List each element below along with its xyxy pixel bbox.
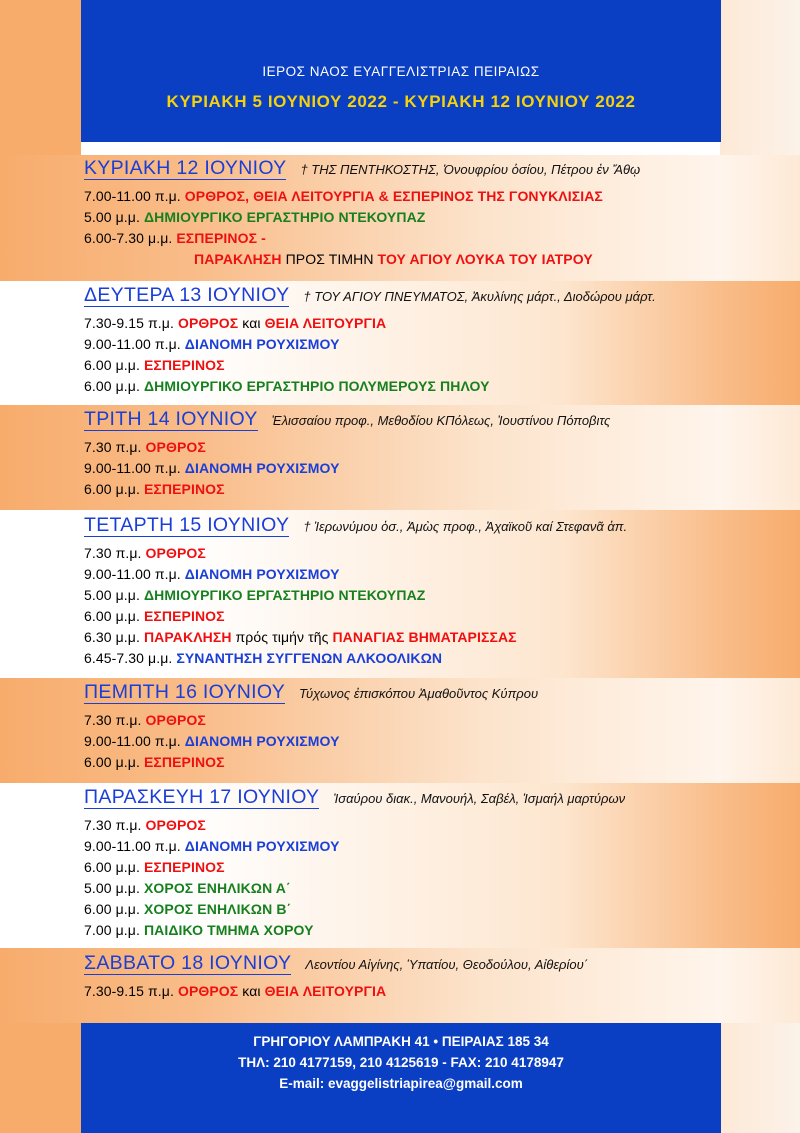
schedule-line (84, 899, 625, 920)
phone-fax-text: ΤΗΛ: 210 4177159, 210 4125619 - FAX: 210 4178947 (238, 1055, 564, 1070)
service-name: ΟΡΘΡΟΣ (145, 545, 206, 561)
schedule-text: 7.30 π.μ. (84, 817, 146, 833)
day-title: ΠΕΜΠΤΗ 16 ΙΟΥΝΙΟΥ (84, 681, 286, 703)
service-name: ΧΟΡΟΣ ΕΝΗΛΙΚΩΝ Α΄ (143, 880, 291, 896)
schedule-line (84, 207, 640, 228)
schedule-text: 6.00 μ.μ. (84, 378, 144, 394)
email-text: E-mail: evaggelistriapirea@gmail.com (279, 1076, 523, 1091)
schedule-line (84, 920, 625, 941)
saint-of-day: Τύχωνος ἐπισκόπου Ἀμαθοῦντος Κύπρου (299, 686, 539, 701)
schedule-text: 9.00-11.00 π.μ. (84, 336, 185, 352)
service-name: ΘΕΙΑ ΛΕΙΤΟΥΡΓΙΑ (264, 315, 387, 331)
schedule-text: 9.00-11.00 π.μ. (84, 838, 185, 854)
day-heading (84, 409, 610, 431)
schedule-line (84, 355, 656, 376)
schedule-text: 7.30-9.15 π.μ. (84, 983, 178, 999)
day-title: ΣΑΒΒΑΤΟ 18 ΙΟΥΝΙΟΥ (84, 952, 292, 974)
service-name: ΔΙΑΝΟΜΗ ΡΟΥΧΙΣΜΟΥ (184, 838, 340, 854)
schedule-line (84, 437, 610, 458)
day-title: ΚΥΡΙΑΚΗ 12 ΙΟΥΝΙΟΥ (84, 157, 287, 179)
schedule-line (84, 376, 656, 397)
schedule-text: 6.00 μ.μ. (84, 901, 144, 917)
schedule-text: 5.00 μ.μ. (84, 880, 144, 896)
service-name: ΔΗΜΙΟΥΡΓΙΚΟ ΕΡΓΑΣΤΗΡΙΟ ΠΟΛΥΜΕΡΟΥΣ ΠΗΛΟΥ (143, 378, 490, 394)
schedule-line (84, 334, 656, 355)
service-name: ΔΙΑΝΟΜΗ ΡΟΥΧΙΣΜΟΥ (184, 460, 340, 476)
service-name: ΟΡΘΡΟΣ (145, 712, 206, 728)
schedule-text: 7.30-9.15 π.μ. (84, 315, 178, 331)
service-name: ΟΡΘΡΟΣ (145, 817, 206, 833)
week-dates: ΚΥΡΙΑΚΗ 5 ΙΟΥΝΙΟΥ 2022 - ΚΥΡΙΑΚΗ 12 ΙΟΥΝΙΟΥ 2022 (166, 92, 636, 111)
service-name: ΕΣΠΕΡΙΝΟΣ (143, 608, 225, 624)
schedule-text: 6.45-7.30 μ.μ. (84, 650, 177, 666)
service-name: ΘΕΙΑ ΛΕΙΤΟΥΡΓΙΑ (264, 983, 387, 999)
schedule-text: 7.30 π.μ. (84, 712, 146, 728)
day-title: ΠΑΡΑΣΚΕΥΗ 17 ΙΟΥΝΙΟΥ (84, 786, 320, 808)
saint-of-day: Ἰσαύρου διακ., Μανουήλ, Σαβέλ, Ἰσμαήλ μαρτύρων (333, 791, 626, 806)
schedule-line (84, 543, 627, 564)
day-section-tuesday (84, 409, 610, 500)
day-title: ΤΡΙΤΗ 14 ΙΟΥΝΙΟΥ (84, 408, 258, 430)
saint-of-day: Λεοντίου Αἰγίνης, Ὑπατίου, Θεοδούλου, Αἰθερίου΄ (305, 957, 589, 972)
service-name: ΔΙΑΝΟΜΗ ΡΟΥΧΙΣΜΟΥ (184, 733, 340, 749)
service-name: ΕΣΠΕΡΙΝΟΣ - (176, 230, 266, 246)
schedule-line (84, 836, 625, 857)
schedule-line (84, 857, 625, 878)
service-name: ΤΟΥ ΑΓΙΟΥ ΛΟΥΚΑ ΤΟΥ ΙΑΤΡΟΥ (377, 251, 593, 267)
service-name: ΕΣΠΕΡΙΝΟΣ (143, 481, 225, 497)
address-text: ΓΡΗΓΟΡΙΟΥ ΛΑΜΠΡΑΚΗ 41 • ΠΕΙΡΑΙΑΣ 185 34 (253, 1034, 549, 1049)
service-name: ΠΑΝΑΓΙΑΣ ΒΗΜΑΤΑΡΙΣΣΑΣ (332, 629, 517, 645)
schedule-text: και (238, 983, 265, 999)
schedule-text: και (238, 315, 265, 331)
schedule-line (84, 752, 538, 773)
schedule-text: 6.00 μ.μ. (84, 481, 144, 497)
schedule-text: 6.30 μ.μ. (84, 629, 144, 645)
schedule-line (84, 313, 656, 334)
schedule-text: 7.30 π.μ. (84, 439, 146, 455)
day-heading (84, 953, 588, 975)
schedule-line (84, 627, 627, 648)
schedule-text: πρός τιμήν τῆς (231, 629, 333, 645)
schedule-line (84, 249, 640, 270)
service-name: ΟΡΘΡΟΣ (177, 983, 239, 999)
schedule-text: 7.00-11.00 π.μ. (84, 188, 185, 204)
service-name: ΕΣΠΕΡΙΝΟΣ (143, 859, 225, 875)
day-section-sunday (84, 158, 640, 270)
schedule-line (84, 186, 640, 207)
schedule-text: 9.00-11.00 π.μ. (84, 566, 185, 582)
schedule-line (84, 228, 640, 249)
saint-of-day: Ἐλισσαίου προφ., Μεθοδίου ΚΠόλεως, Ἰουστίνου Πόποβιτς (271, 413, 611, 428)
saint-of-day: † ΤΟΥ ΑΓΙΟΥ ΠΝΕΥΜΑΤΟΣ, Ἀκυλίνης μάρτ., Διοδώρου μάρτ. (303, 289, 656, 304)
schedule-text: 9.00-11.00 π.μ. (84, 733, 185, 749)
service-name: ΔΙΑΝΟΜΗ ΡΟΥΧΙΣΜΟΥ (184, 336, 340, 352)
schedule-line (84, 564, 627, 585)
schedule-line (84, 710, 538, 731)
service-name: ΔΗΜΙΟΥΡΓΙΚΟ ΕΡΓΑΣΤΗΡΙΟ ΝΤΕΚΟΥΠΑΖ (143, 587, 426, 603)
day-title: ΤΕΤΑΡΤΗ 15 ΙΟΥΝΙΟΥ (84, 514, 290, 536)
schedule-text: 5.00 μ.μ. (84, 209, 144, 225)
service-name: ΟΡΘΡΟΣ (145, 439, 206, 455)
day-section-friday (84, 787, 625, 941)
service-name: ΣΥΝΑΝΤΗΣΗ ΣΥΓΓΕΝΩΝ ΑΛΚΟΟΛΙΚΩΝ (176, 650, 443, 666)
schedule-line (84, 479, 610, 500)
service-name: ΠΑΡΑΚΛΗΣΗ (143, 629, 232, 645)
service-name: ΧΟΡΟΣ ΕΝΗΛΙΚΩΝ Β΄ (143, 901, 292, 917)
schedule-text: 9.00-11.00 π.μ. (84, 460, 185, 476)
schedule-text: 7.30 π.μ. (84, 545, 146, 561)
service-name: ΕΣΠΕΡΙΝΟΣ (143, 357, 225, 373)
day-heading (84, 787, 625, 809)
header-banner (81, 0, 721, 142)
day-heading (84, 682, 538, 704)
service-name: ΠΑΡΑΚΛΗΣΗ (194, 251, 282, 267)
schedule-line (84, 606, 627, 627)
day-heading (84, 158, 640, 180)
service-name: ΔΗΜΙΟΥΡΓΙΚΟ ΕΡΓΑΣΤΗΡΙΟ ΝΤΕΚΟΥΠΑΖ (143, 209, 426, 225)
schedule-text: 5.00 μ.μ. (84, 587, 144, 603)
day-heading (84, 285, 656, 307)
day-heading (84, 515, 627, 537)
schedule-text: ΠΡΟΣ ΤΙΜΗΝ (281, 251, 378, 267)
footer-contact (81, 1023, 721, 1133)
service-name: ΟΡΘΡΟΣ (177, 315, 239, 331)
schedule-line (84, 648, 627, 669)
church-name: ΙΕΡΟΣ ΝΑΟΣ ΕΥΑΓΓΕΛΙΣΤΡΙΑΣ ΠΕΙΡΑΙΩΣ (262, 64, 540, 79)
schedule-text: 6.00-7.30 μ.μ. (84, 230, 177, 246)
schedule-line (84, 815, 625, 836)
day-section-monday (84, 285, 656, 397)
schedule-line (84, 731, 538, 752)
schedule-line (84, 878, 625, 899)
saint-of-day: † ΤΗΣ ΠΕΝΤΗΚΟΣΤΗΣ, Ὀνουφρίου ὁσίου, Πέτρου ἐν Ἄθῳ (300, 162, 641, 177)
schedule-line (84, 458, 610, 479)
service-name: ΔΙΑΝΟΜΗ ΡΟΥΧΙΣΜΟΥ (184, 566, 340, 582)
day-section-wednesday (84, 515, 627, 669)
schedule-text: 7.00 μ.μ. (84, 922, 144, 938)
schedule-text: 6.00 μ.μ. (84, 608, 144, 624)
schedule-text: 6.00 μ.μ. (84, 754, 144, 770)
service-name: ΕΣΠΕΡΙΝΟΣ (143, 754, 225, 770)
schedule-line (84, 585, 627, 606)
day-title: ΔΕΥΤΕΡΑ 13 ΙΟΥΝΙΟΥ (84, 284, 290, 306)
schedule-line (84, 981, 588, 1002)
day-section-saturday (84, 953, 588, 1002)
service-name: ΟΡΘΡΟΣ, ΘΕΙΑ ΛΕΙΤΟΥΡΓΙΑ & ΕΣΠΕΡΙΝΟΣ ΤΗΣ ΓΟΝΥΚΛΙΣΙΑΣ (184, 188, 603, 204)
schedule-text: 6.00 μ.μ. (84, 357, 144, 373)
day-section-thursday (84, 682, 538, 773)
schedule-text: 6.00 μ.μ. (84, 859, 144, 875)
service-name: ΠΑΙΔΙΚΟ ΤΜΗΜΑ ΧΟΡΟΥ (143, 922, 314, 938)
saint-of-day: † Ἱερωνύμου ὁσ., Ἀμὼς προφ., Ἀχαϊκοῦ καί Στεφανᾶ ἀπ. (303, 519, 628, 534)
